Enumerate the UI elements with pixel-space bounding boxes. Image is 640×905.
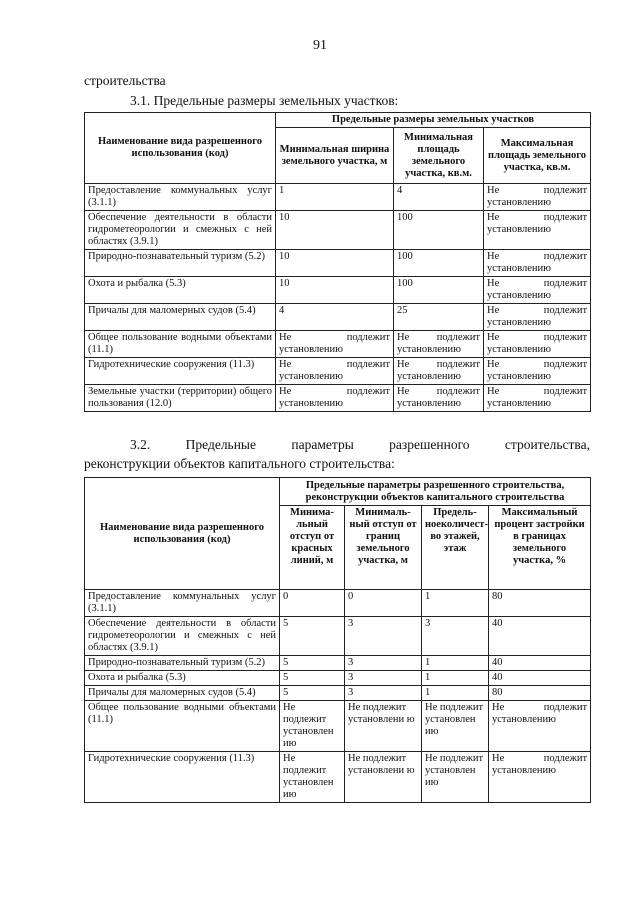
use-type-cell: Предоставление коммунальных услуг (3.1.1) — [85, 184, 276, 211]
use-type-cell: Природно-познавательный туризм (5.2) — [85, 656, 280, 671]
max-coverage-cell: 40 — [489, 656, 591, 671]
table-row — [85, 617, 591, 656]
table-row — [85, 211, 591, 250]
section-1-heading: 3.1. Предельные размеры земельных участков: — [130, 93, 399, 108]
max-coverage-cell: 80 — [489, 686, 591, 701]
min-area-cell: 4 — [394, 184, 484, 211]
min-area-cell: 25 — [394, 304, 484, 331]
table-row — [85, 671, 591, 686]
max-coverage-cell: 40 — [489, 617, 591, 656]
boundary-offset-cell: 3 — [345, 617, 422, 656]
column-header-use-type: Наименование вида разрешенного использования (код) — [85, 113, 276, 184]
section-2-heading — [84, 435, 590, 473]
min-width-cell: Не подлежит установлению — [276, 331, 394, 358]
min-width-cell: 10 — [276, 250, 394, 277]
red-line-offset-cell: 5 — [280, 671, 345, 686]
column-header-red-line-offset: Минима-льный отступ от красных линий, м — [280, 506, 345, 590]
floors-cell: 1 — [422, 656, 489, 671]
max-coverage-cell: 80 — [489, 590, 591, 617]
use-type-cell: Общее пользование водными объектами (11.1) — [85, 331, 276, 358]
min-width-cell: 10 — [276, 277, 394, 304]
section-2-word: Предельные — [185, 437, 256, 452]
min-area-cell: Не подлежит установлению — [394, 331, 484, 358]
boundary-offset-cell: 3 — [345, 656, 422, 671]
use-type-cell: Природно-познавательный туризм (5.2) — [85, 250, 276, 277]
column-header-floors: Предель-ноеколичест-во этажей, этаж — [422, 506, 489, 590]
table-row — [85, 752, 591, 803]
column-header-boundary-offset: Минималь-ный отступ от границ земельного участка, м — [345, 506, 422, 590]
table-row — [85, 250, 591, 277]
table-row — [85, 590, 591, 617]
use-type-cell: Гидротехнические сооружения (11.3) — [85, 358, 276, 385]
use-type-cell: Обеспечение деятельности в области гидрометеорологии и смежных с ней областях (3.9.1) — [85, 211, 276, 250]
table-row — [85, 385, 591, 412]
max-coverage-cell: 40 — [489, 671, 591, 686]
table-row — [85, 304, 591, 331]
max-area-cell: Не подлежит установлению — [484, 277, 591, 304]
table-row — [85, 656, 591, 671]
table-row — [85, 701, 591, 752]
min-width-cell: 4 — [276, 304, 394, 331]
column-header-max-coverage: Максимальный процент застройки в границах земельного участка, % — [489, 506, 591, 590]
floors-cell: 1 — [422, 590, 489, 617]
construction-parameters-table — [84, 477, 591, 803]
max-area-cell: Не подлежит установлению — [484, 331, 591, 358]
red-line-offset-cell: Не подлежит установлен ию — [280, 752, 345, 803]
land-plot-limits-table — [84, 112, 591, 412]
floors-cell: 1 — [422, 671, 489, 686]
section-2-word: параметры — [291, 437, 354, 452]
use-type-cell: Охота и рыбалка (5.3) — [85, 277, 276, 304]
group-header-construction-params: Предельные параметры разрешенного строительства, реконструкции объектов капитального строительства — [280, 478, 591, 506]
max-area-cell: Не подлежит установлению — [484, 184, 591, 211]
use-type-cell: Земельные участки (территории) общего пользования (12.0) — [85, 385, 276, 412]
section-2-word: разрешенного — [389, 437, 470, 452]
boundary-offset-cell: Не подлежит установлени ю — [345, 701, 422, 752]
table-row — [85, 184, 591, 211]
red-line-offset-cell: 5 — [280, 656, 345, 671]
max-coverage-cell: Не подлежит установлению — [489, 752, 591, 803]
red-line-offset-cell: 5 — [280, 617, 345, 656]
red-line-offset-cell: 5 — [280, 686, 345, 701]
page-number: 91 — [313, 38, 327, 53]
min-width-cell: 1 — [276, 184, 394, 211]
continuation-text: строительства — [84, 73, 166, 88]
table-row — [85, 358, 591, 385]
section-2-number: 3.2. — [130, 437, 151, 452]
min-width-cell: 10 — [276, 211, 394, 250]
column-header-min-width: Минимальная ширина земельного участка, м — [276, 128, 394, 184]
group-header-land-limits: Предельные размеры земельных участков — [276, 113, 591, 128]
use-type-cell: Охота и рыбалка (5.3) — [85, 671, 280, 686]
use-type-cell: Общее пользование водными объектами (11.1) — [85, 701, 280, 752]
use-type-cell: Причалы для маломерных судов (5.4) — [85, 304, 276, 331]
max-area-cell: Не подлежит установлению — [484, 250, 591, 277]
max-coverage-cell: Не подлежит установлению — [489, 701, 591, 752]
min-area-cell: 100 — [394, 277, 484, 304]
section-2-heading-line-2: реконструкции объектов капитального строительства: — [84, 456, 395, 471]
table-row — [85, 686, 591, 701]
max-area-cell: Не подлежит установлению — [484, 304, 591, 331]
min-width-cell: Не подлежит установлению — [276, 358, 394, 385]
boundary-offset-cell: Не подлежит установлени ю — [345, 752, 422, 803]
floors-cell: 1 — [422, 686, 489, 701]
min-area-cell: 100 — [394, 211, 484, 250]
section-2-word: строительства, — [504, 437, 590, 452]
max-area-cell: Не подлежит установлению — [484, 211, 591, 250]
red-line-offset-cell: Не подлежит установлен ию — [280, 701, 345, 752]
red-line-offset-cell: 0 — [280, 590, 345, 617]
table-row — [85, 277, 591, 304]
table-row — [85, 331, 591, 358]
max-area-cell: Не подлежит установлению — [484, 385, 591, 412]
min-area-cell: Не подлежит установлению — [394, 385, 484, 412]
column-header-use-type: Наименование вида разрешенного использования (код) — [85, 478, 280, 590]
floors-cell: Не подлежит установлен ию — [422, 701, 489, 752]
boundary-offset-cell: 3 — [345, 686, 422, 701]
use-type-cell: Причалы для маломерных судов (5.4) — [85, 686, 280, 701]
min-area-cell: Не подлежит установлению — [394, 358, 484, 385]
use-type-cell: Предоставление коммунальных услуг (3.1.1) — [85, 590, 280, 617]
boundary-offset-cell: 0 — [345, 590, 422, 617]
column-header-min-area: Минимальная площадь земельного участка, кв.м. — [394, 128, 484, 184]
column-header-max-area: Максимальная площадь земельного участка, кв.м. — [484, 128, 591, 184]
boundary-offset-cell: 3 — [345, 671, 422, 686]
floors-cell: Не подлежит установлен ию — [422, 752, 489, 803]
min-width-cell: Не подлежит установлению — [276, 385, 394, 412]
min-area-cell: 100 — [394, 250, 484, 277]
use-type-cell: Обеспечение деятельности в области гидрометеорологии и смежных с ней областях (3.9.1) — [85, 617, 280, 656]
max-area-cell: Не подлежит установлению — [484, 358, 591, 385]
floors-cell: 3 — [422, 617, 489, 656]
use-type-cell: Гидротехнические сооружения (11.3) — [85, 752, 280, 803]
